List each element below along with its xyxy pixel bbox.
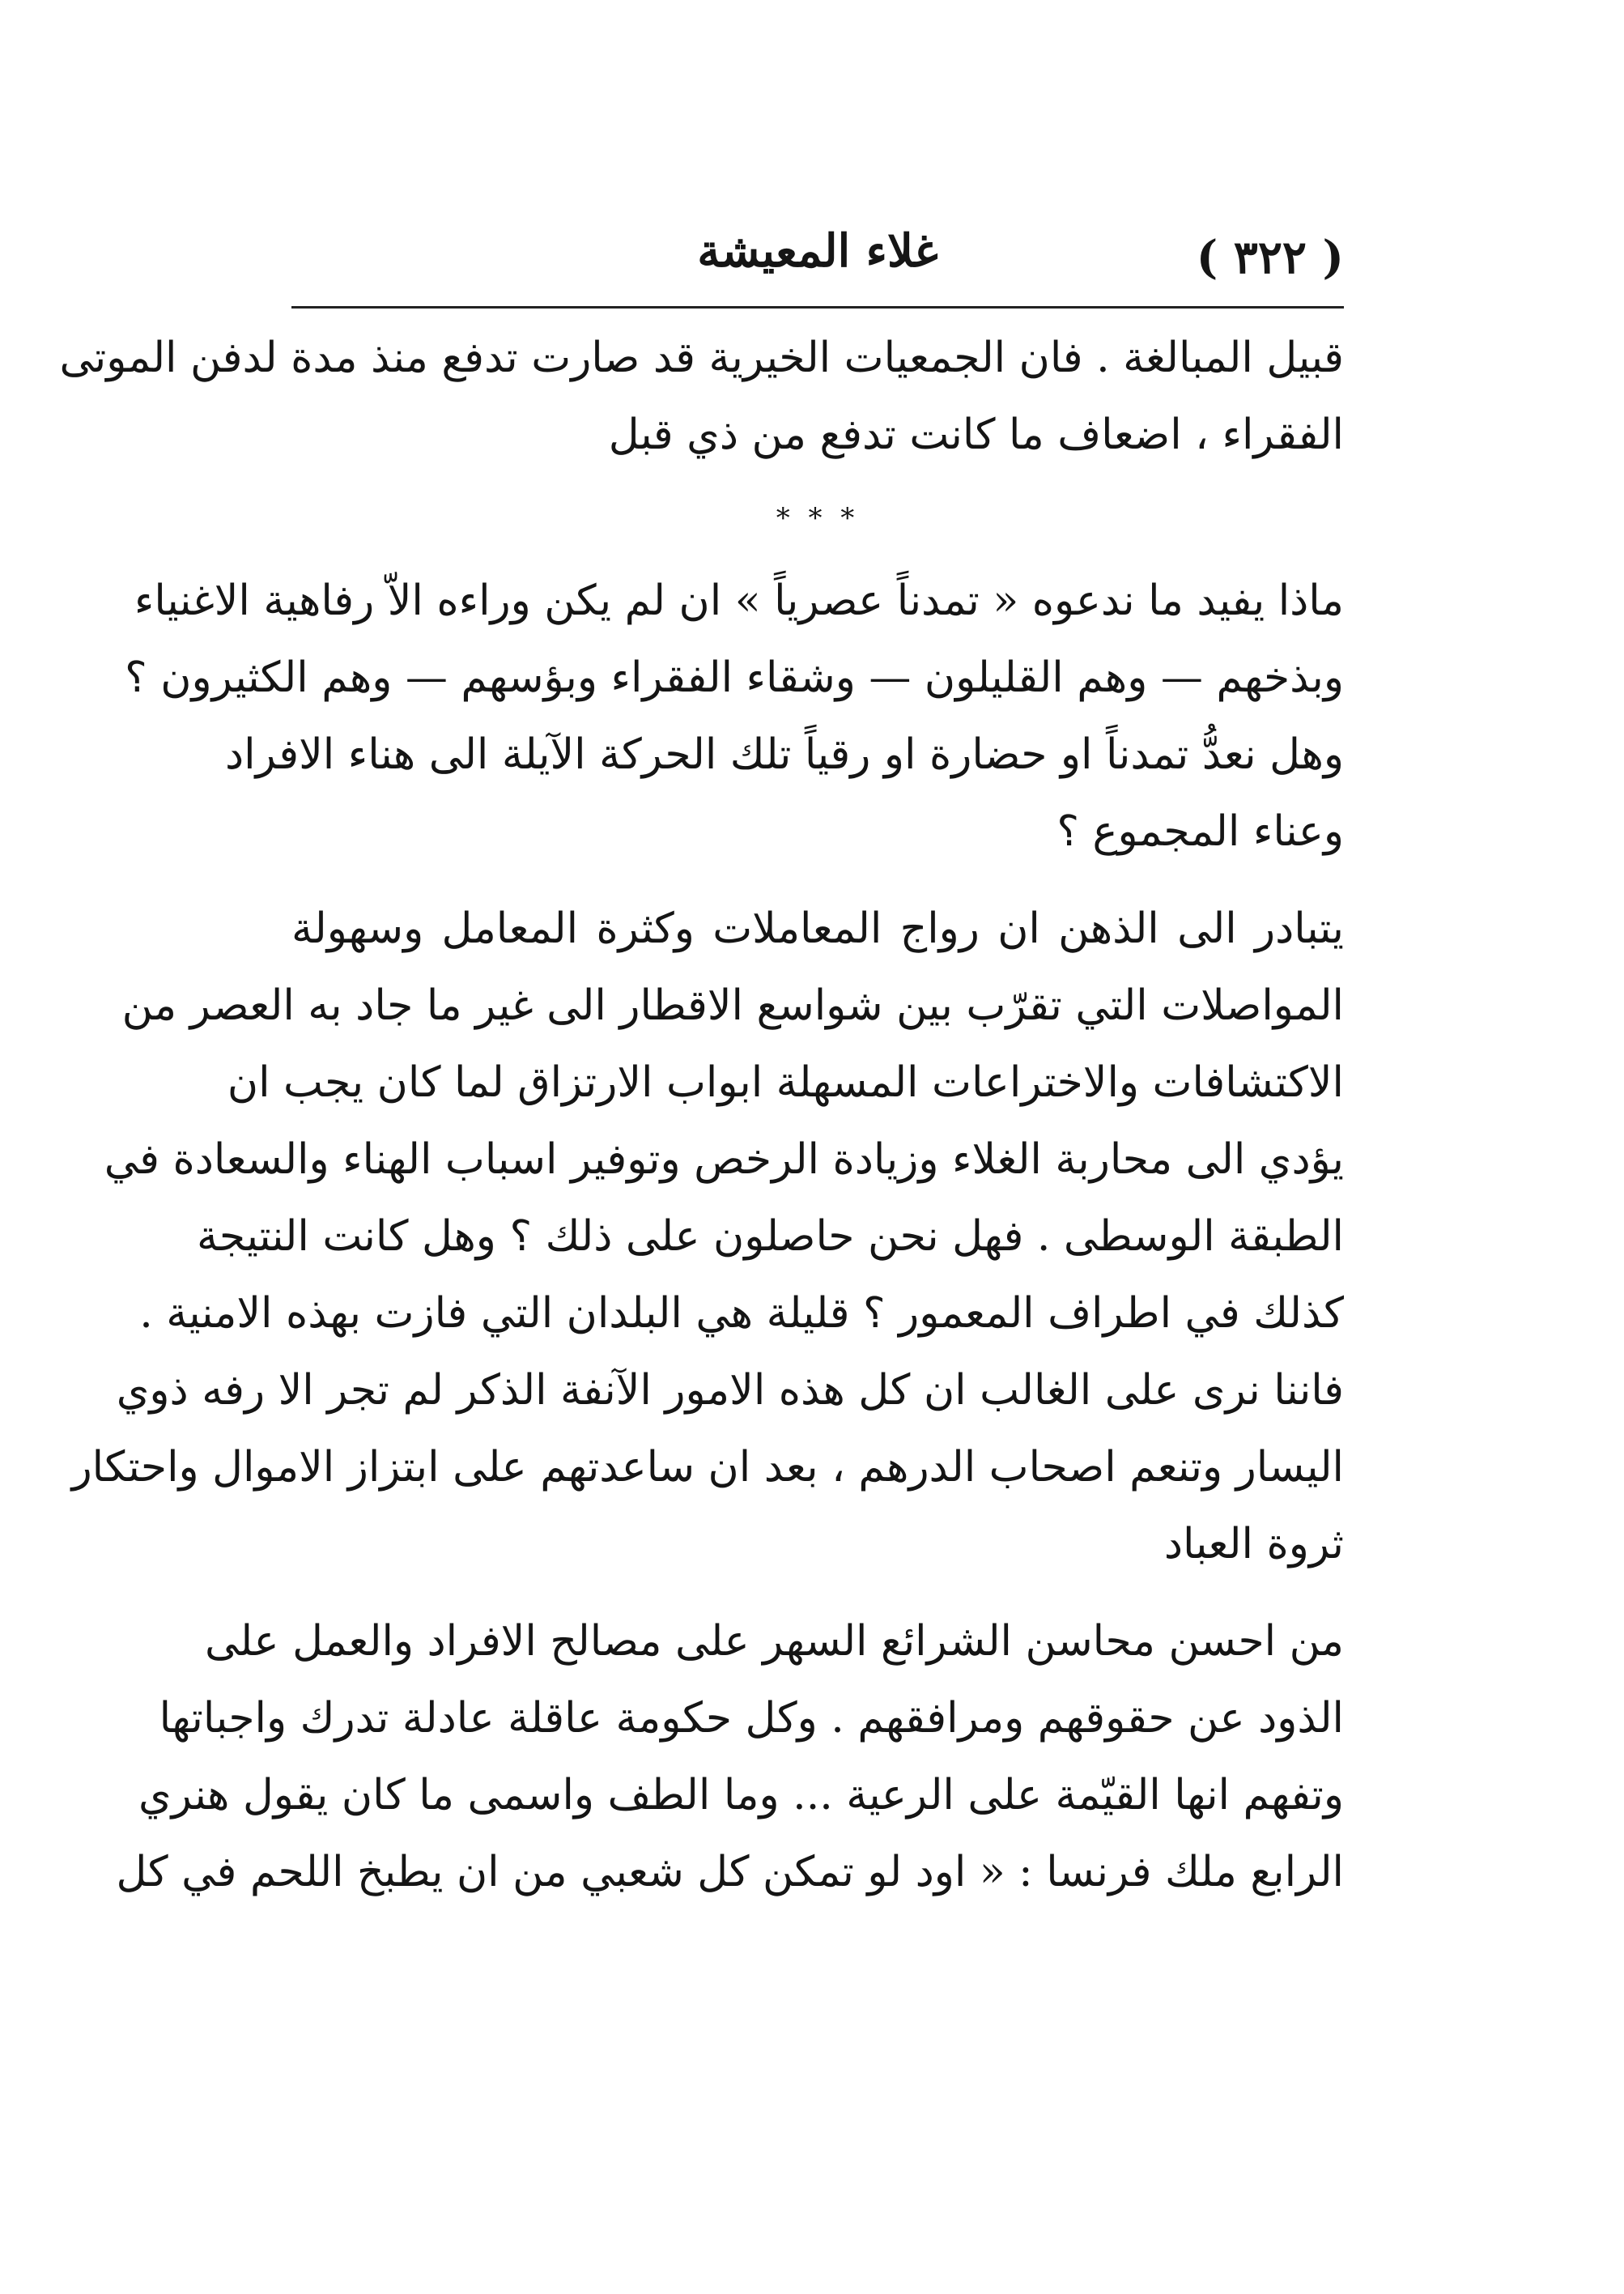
- text-line: فاننا نرى على الغالب ان كل هذه الامور الآنفة الذكر لم تجر الا رفه ذوي: [116, 1366, 1344, 1415]
- text-line: وعناء المجموع ؟: [1056, 807, 1344, 856]
- text-line: الذود عن حقوقهم ومرافقهم . وكل حكومة عاقلة عادلة تدرك واجباتها: [159, 1694, 1344, 1743]
- page-number: ( ٣٢٢ ): [1196, 231, 1344, 284]
- text-line: الطبقة الوسطى . فهل نحن حاصلون على ذلك ؟ وهل كانت النتيجة: [197, 1212, 1344, 1261]
- paragraph-1: [59, 320, 1344, 474]
- text-line: الفقراء ، اضعاف ما كانت تدفع من ذي قبل: [608, 411, 1344, 459]
- text-line: يتبادر الى الذهن ان رواج المعاملات وكثرة المعامل وسهولة: [291, 904, 1344, 953]
- text-line: وتفهم انها القيّمة على الرعية ... وما الطف واسمى ما كان يقول هنري: [138, 1771, 1344, 1819]
- running-title: غلاء المعيشة: [697, 224, 938, 278]
- text-line: الاكتشافات والاختراعات المسهلة ابواب الارتزاق لما كان يجب ان: [227, 1058, 1344, 1107]
- paragraph-gap: [291, 1583, 1344, 1603]
- paragraph-4: [116, 1603, 1344, 1911]
- text-line: كذلك في اطراف المعمور ؟ قليلة هي البلدان التي فازت بهذه الامنية .: [139, 1289, 1344, 1338]
- text-line: وهل نعدُّ تمدناً او حضارة او رقياً تلك الحركة الآيلة الى هناء الافراد: [225, 730, 1344, 779]
- text-line: ثروة العباد: [1163, 1520, 1344, 1568]
- page-body: [59, 320, 1344, 1911]
- text-line: اليسار وتنعم اصحاب الدرهم ، بعد ان ساعدتهم على ابتزاز الاموال واحتكار: [71, 1443, 1344, 1492]
- text-line: يؤدي الى محاربة الغلاء وزيادة الرخص وتوفير اسباب الهناء والسعادة في: [104, 1135, 1344, 1184]
- section-ornament: * * *: [776, 502, 860, 534]
- paragraph-2: [125, 563, 1344, 870]
- text-line: وبذخهم — وهم القليلون — وشقاء الفقراء وبؤسهم — وهم الكثيرون ؟: [125, 653, 1344, 702]
- running-head: [291, 219, 1344, 300]
- paragraph-3: [71, 891, 1344, 1583]
- header-rule: [291, 306, 1344, 309]
- text-line: قبيل المبالغة . فان الجمعيات الخيرية قد صارت تدفع منذ مدة لدفن الموتى: [59, 334, 1344, 382]
- text-line: من احسن محاسن الشرائع السهر على مصالح الافراد والعمل على: [204, 1617, 1344, 1666]
- text-line: المواصلات التي تقرّب بين شواسع الاقطار الى غير ما جاد به العصر من: [121, 981, 1344, 1030]
- text-line: الرابع ملك فرنسا : « اود لو تمكن كل شعبي من ان يطبخ اللحم في كل: [116, 1848, 1344, 1896]
- paragraph-gap: [291, 870, 1344, 891]
- text-line: ماذا يفيد ما ندعوه « تمدناً عصرياً » ان لم يكن وراءه الاّ رفاهية الاغنياء: [134, 577, 1344, 625]
